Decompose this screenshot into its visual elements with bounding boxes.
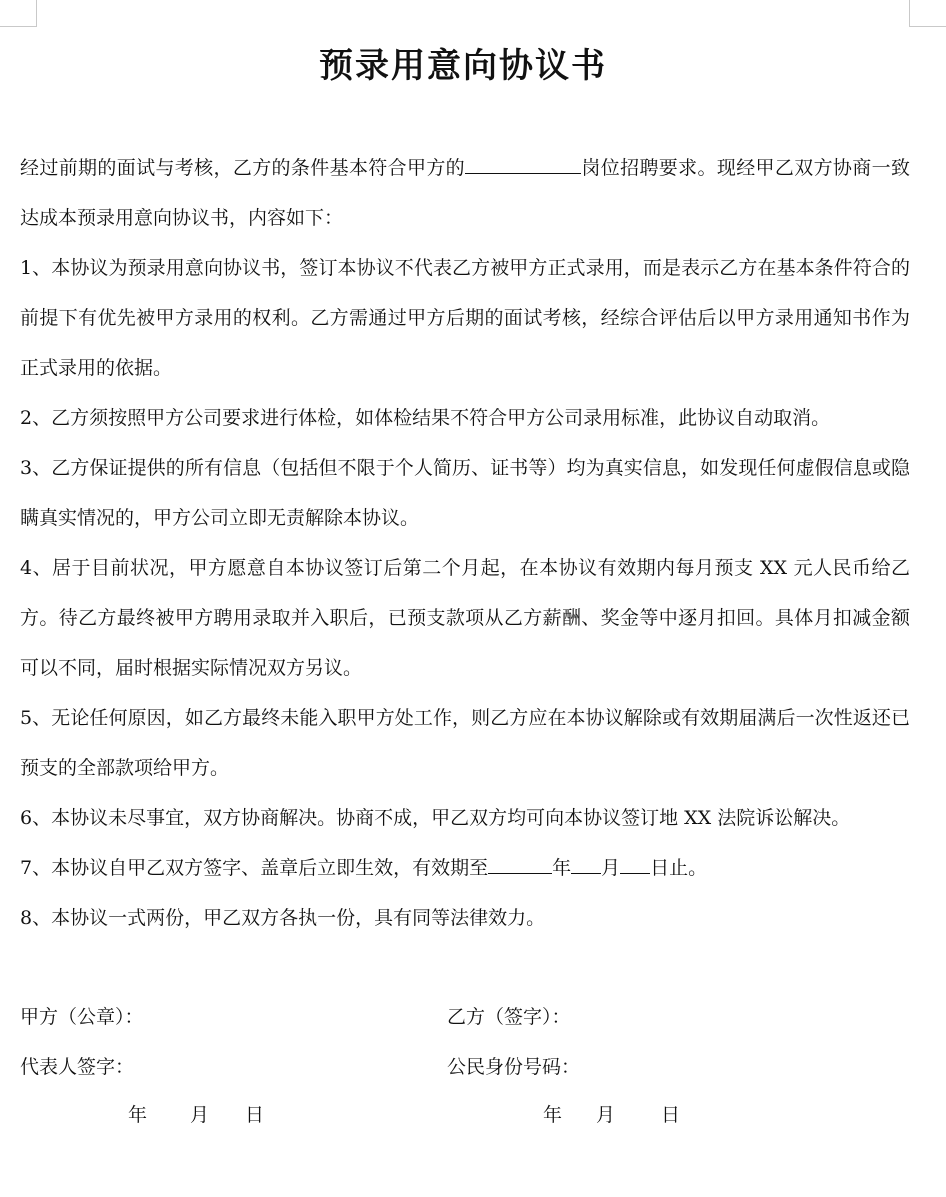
expiry-month-blank xyxy=(571,854,601,874)
clause-7-day: 日止。 xyxy=(650,857,708,879)
clause-7 xyxy=(20,843,910,893)
party-b-date-day: 日 xyxy=(661,1104,681,1126)
party-b-id-label: 公民身份号码： xyxy=(447,1056,581,1078)
expiry-year-blank xyxy=(488,854,552,874)
party-a-date-year: 年 xyxy=(128,1104,148,1126)
party-a-date-month: 月 xyxy=(190,1104,210,1126)
clause-6: 6、本协议未尽事宜，双方协商解决。协商不成，甲乙双方均可向本协议签订地 XX 法院诉讼解决。 xyxy=(20,807,851,829)
party-a-date-day: 日 xyxy=(245,1104,265,1126)
clause-7-month: 月 xyxy=(601,857,621,879)
agreement-body xyxy=(20,143,910,943)
position-blank xyxy=(465,154,581,174)
clause-1: 1、本协议为预录用意向协议书，签订本协议不代表乙方被甲方正式录用，而是表示乙方在基本条件符合的前提下有优先被甲方录用的权利。乙方需通过甲方后期的面试考核，经综合评估后以甲方录用通知书作为正式录用的依据。 xyxy=(20,257,910,379)
party-b-sign-label: 乙方（签字）： xyxy=(447,1006,571,1028)
party-a-rep-label: 代表人签字： xyxy=(20,1056,135,1078)
page-corner-mark-left xyxy=(0,0,37,27)
party-a-seal-label: 甲方（公章）： xyxy=(20,1006,144,1028)
intro-paragraph xyxy=(20,143,910,243)
clause-8: 8、本协议一式两份，甲乙双方各执一份，具有同等法律效力。 xyxy=(20,907,546,929)
clause-3: 3、乙方保证提供的所有信息（包括但不限于个人简历、证书等）均为真实信息，如发现任何虚假信息或隐瞒真实情况的，甲方公司立即无责解除本协议。 xyxy=(20,457,910,529)
party-b-date-year: 年 xyxy=(543,1104,563,1126)
clause-4: 4、居于目前状况，甲方愿意自本协议签订后第二个月起，在本协议有效期内每月预支 XX 元人民币给乙方。待乙方最终被甲方聘用录取并入职后，已预支款项从乙方薪酬、奖金等中逐月扣回。具体月扣减金额可以不同，届时根据实际情况双方另议。 xyxy=(20,557,910,679)
page-corner-mark-right xyxy=(909,0,946,27)
party-b-date-month: 月 xyxy=(596,1104,616,1126)
clause-5: 5、无论任何原因，如乙方最终未能入职甲方处工作，则乙方应在本协议解除或有效期届满后一次性返还已预支的全部款项给甲方。 xyxy=(20,707,910,779)
intro-text-after: 岗位招聘要求。现经甲乙双方协商一致达成本预录用意向协议书，内容如下： xyxy=(20,157,910,229)
clause-2: 2、乙方须按照甲方公司要求进行体检，如体检结果不符合甲方公司录用标准，此协议自动取消。 xyxy=(20,407,831,429)
clause-7-year: 年 xyxy=(552,857,572,879)
document-title: 预录用意向协议书 xyxy=(319,46,607,86)
intro-text-before: 经过前期的面试与考核，乙方的条件基本符合甲方的 xyxy=(20,157,466,179)
expiry-day-blank xyxy=(620,854,650,874)
clause-7-text: 7、本协议自甲乙双方签字、盖章后立即生效，有效期至 xyxy=(20,857,489,879)
